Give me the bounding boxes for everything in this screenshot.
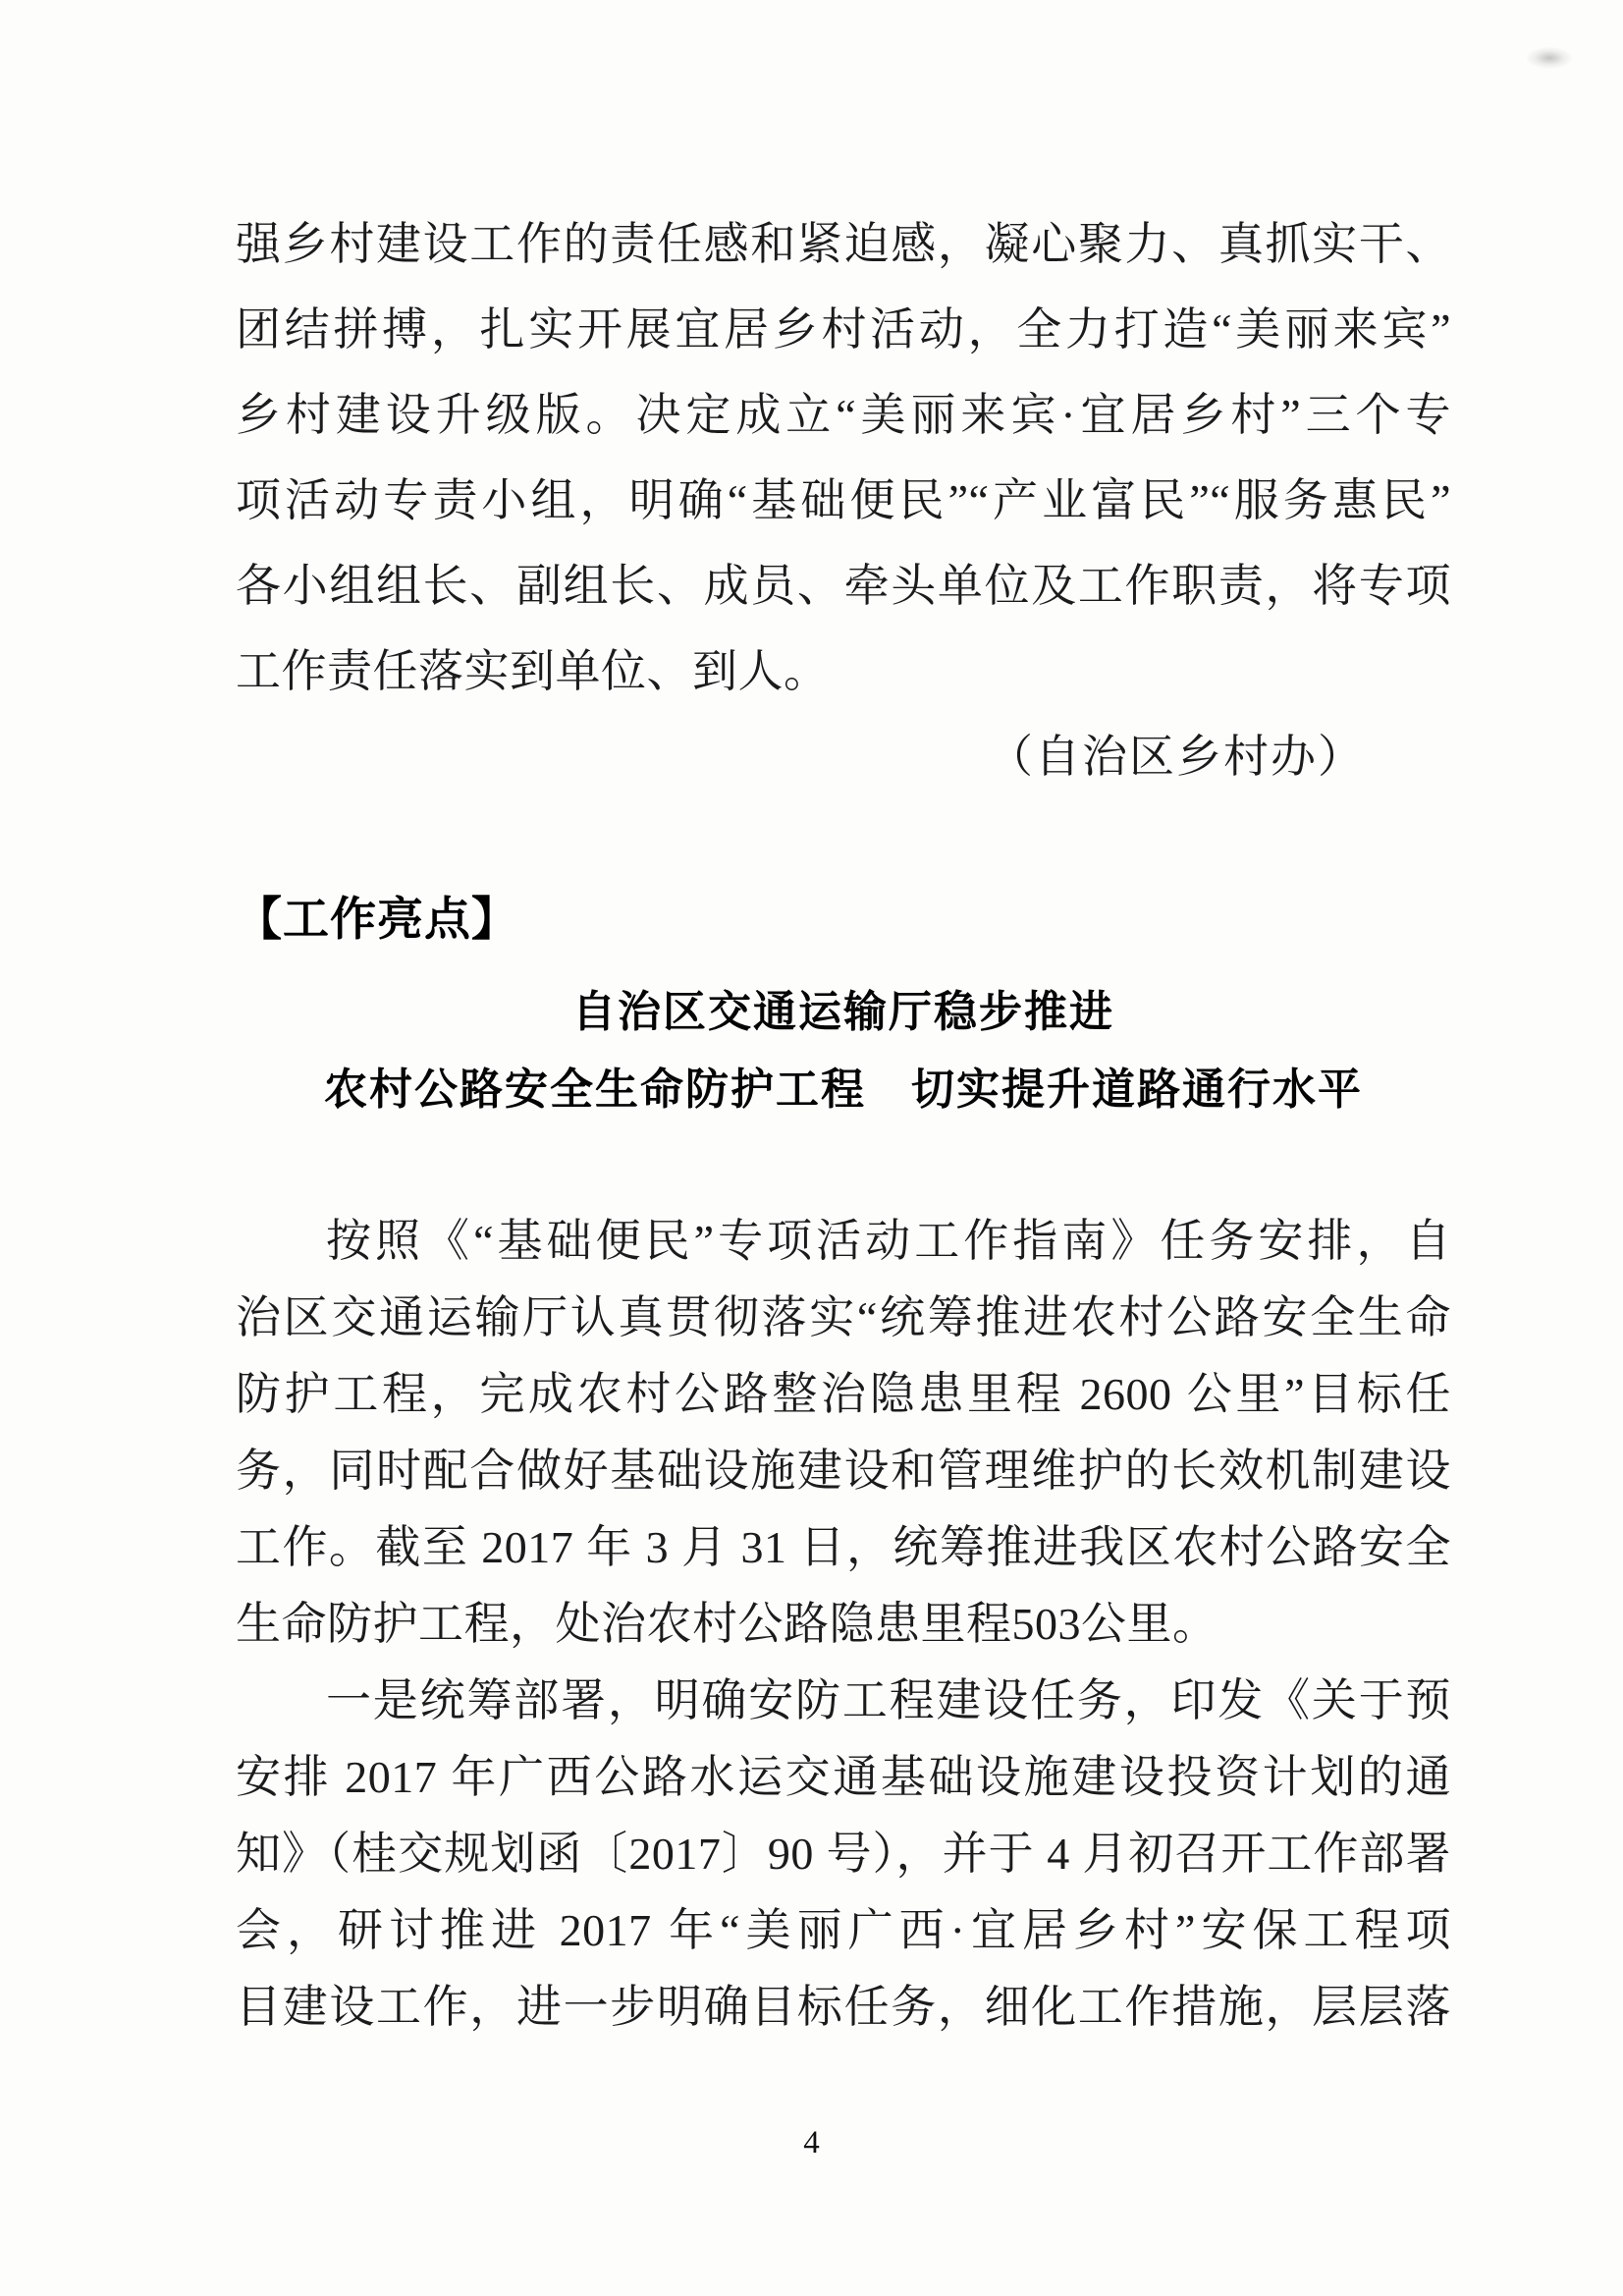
paragraph-line: 知》（桂交规划函〔2017〕90 号），并于 4 月初召开工作部署 (236, 1829, 1451, 1879)
paragraph-line: 治区交通运输厅认真贯彻落实“统筹推进农村公路安全生命 (236, 1292, 1451, 1342)
paragraph-line: 防护工程，完成农村公路整治隐患里程 2600 公里”目标任 (236, 1369, 1451, 1419)
paragraph-line: 目建设工作，进一步明确目标任务，细化工作措施，层层落 (236, 1982, 1451, 2032)
paragraph-line: 务，同时配合做好基础设施建设和管理维护的长效机制建设 (236, 1446, 1451, 1496)
article-title-line-1: 自治区交通运输厅稳步推进 (572, 988, 1114, 1036)
continuation-paragraph (236, 201, 1451, 714)
paragraph-line: 强乡村建设工作的责任感和紧迫感，凝心聚力、真抓实干、 (236, 219, 1451, 269)
body-paragraph-1 (236, 1203, 1451, 1663)
article-title-line-2: 农村公路安全生命防护工程 切实提升道路通行水平 (324, 1066, 1363, 1114)
paragraph-line: 各小组组长、副组长、成员、牵头单位及工作职责，将专项 (236, 561, 1451, 611)
body-paragraph-2 (236, 1663, 1451, 2046)
paragraph-line: 一是统筹部署，明确安防工程建设任务，印发《关于预 (326, 1675, 1451, 1725)
attribution-line: （自治区乡村办） (988, 732, 1365, 782)
page-content (236, 0, 1451, 2046)
paragraph-line: 团结拼搏，扎实开展宜居乡村活动，全力打造“美丽来宾” (236, 304, 1451, 355)
paragraph-line: 工作责任落实到单位、到人。 (236, 646, 830, 696)
paragraph-line: 生命防护工程，处治农村公路隐患里程503公里。 (236, 1599, 1218, 1649)
paragraph-line: 安排 2017 年广西公路水运交通基础设施建设投资计划的通 (236, 1752, 1451, 1802)
page-number: 4 (803, 2125, 820, 2160)
paragraph-line: 项活动专责小组，明确“基础便民”“产业富民”“服务惠民” (236, 475, 1451, 525)
paragraph-line: 乡村建设升级版。决定成立“美丽来宾·宜居乡村”三个专 (236, 390, 1451, 440)
scan-smudge-artifact (1527, 47, 1572, 69)
paragraph-line: 会，研讨推进 2017 年“美丽广西·宜居乡村”安保工程项 (236, 1905, 1451, 1955)
paragraph-line: 工作。截至 2017 年 3 月 31 日，统筹推进我区农村公路安全 (236, 1522, 1451, 1572)
section-heading-work-highlights: 【工作亮点】 (236, 893, 518, 945)
paragraph-line: 按照《“基础便民”专项活动工作指南》任务安排，自 (326, 1216, 1451, 1266)
